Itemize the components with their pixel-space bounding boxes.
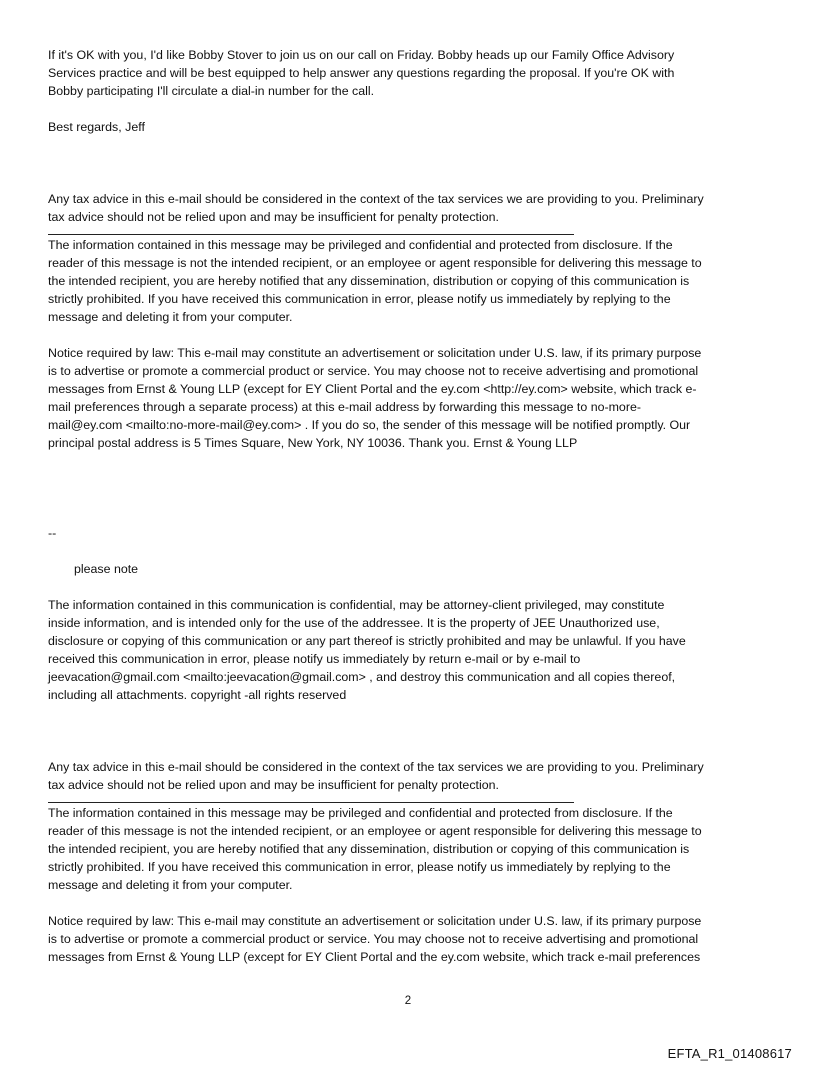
text-line: the intended recipient, you are hereby notified that any dissemination, distribution or copying of this communication is [48,274,690,288]
text-line: strictly prohibited. If you have received this communication in error, please notify us immediately by replying to the [48,292,671,306]
email-body [48,46,770,966]
divider-rule [48,234,574,235]
text-line: reader of this message is not the intended recipient, or an employee or agent responsible for delivering this message to [48,824,702,838]
intro-paragraph [48,46,770,100]
text-line: received this communication in error, please notify us immediately by return e-mail or by e-mail to [48,652,581,666]
jee-disclaimer [48,596,770,704]
text-line: Notice required by law: This e-mail may constitute an advertisement or solicitation under U.S. law, if its primary purpose [48,346,702,360]
text-line: message and deleting it from your computer. [48,878,293,892]
text-line: the intended recipient, you are hereby notified that any dissemination, distribution or copying of this communication is [48,842,690,856]
text-line: The information contained in this communication is confidential, may be attorney-client privileged, may constitute [48,598,665,612]
text-line: strictly prohibited. If you have received this communication in error, please notify us immediately by replying to the [48,860,671,874]
signoff [48,118,770,136]
ey-notice-2 [48,912,770,966]
text-line: If it's OK with you, I'd like Bobby Stover to join us on our call on Friday. Bobby heads up our Family Office Advisory [48,48,675,62]
text-line: tax advice should not be relied upon and may be insufficient for penalty protection. [48,210,499,224]
text-line: The information contained in this message may be privileged and confidential and protected from disclosure. If the [48,238,673,252]
text-line: mail@ey.com <mailto:no-more-mail@ey.com> . If you do so, the sender of this message will be notified promptly. Our [48,418,691,432]
ey-confidential-1 [48,236,770,326]
divider-rule [48,802,574,803]
text-line: Services practice and will be best equipped to help answer any questions regarding the proposal. If you're OK with [48,66,675,80]
text-line: Any tax advice in this e-mail should be considered in the context of the tax services we are providing to you. Preliminary [48,760,704,774]
text-line: Any tax advice in this e-mail should be considered in the context of the tax services we are providing to you. Preliminary [48,192,704,206]
text-line: disclosure or copying of this communication or any part thereof is strictly prohibited and may be unlawful. If you have [48,634,686,648]
ey-confidential-2 [48,804,770,894]
text-line: message and deleting it from your computer. [48,310,293,324]
text-line: messages from Ernst & Young LLP (except for EY Client Portal and the ey.com <http://ey.com> website, which track e- [48,382,697,396]
text-line: reader of this message is not the intended recipient, or an employee or agent responsible for delivering this message to [48,256,702,270]
document-id: EFTA_R1_01408617 [667,1046,792,1061]
text-line: messages from Ernst & Young LLP (except for EY Client Portal and the ey.com website, which track e-mail preferences [48,950,701,964]
text-line: Bobby participating I'll circulate a dial-in number for the call. [48,84,375,98]
text-line: is to advertise or promote a commercial product or service. You may choose not to receive advertising and promotional [48,932,699,946]
text-line: including all attachments. copyright -all rights reserved [48,688,347,702]
ey-tax-advice-1 [48,190,770,226]
text-line: mail preferences through a separate process) at this e-mail address by forwarding this message to no-more- [48,400,641,414]
text-line: Notice required by law: This e-mail may constitute an advertisement or solicitation under U.S. law, if its primary purpose [48,914,702,928]
signature-separator: -- [48,526,57,540]
text-line: principal postal address is 5 Times Square, New York, NY 10036. Thank you. Ernst & Young LLP [48,436,578,450]
text-line: is to advertise or promote a commercial product or service. You may choose not to receive advertising and promotional [48,364,699,378]
text-line: jeevacation@gmail.com <mailto:jeevacation@gmail.com> , and destroy this communication and all copies thereof, [48,670,676,684]
text-line: inside information, and is intended only for the use of the addressee. It is the property of JEE Unauthorized use, [48,616,660,630]
please-note-label: please note [74,562,139,576]
signoff-text: Best regards, Jeff [48,120,145,134]
ey-notice-1 [48,344,770,452]
text-line: tax advice should not be relied upon and may be insufficient for penalty protection. [48,778,499,792]
page-number: 2 [404,995,412,1007]
ey-tax-advice-2 [48,758,770,794]
text-line: The information contained in this message may be privileged and confidential and protected from disclosure. If the [48,806,673,820]
